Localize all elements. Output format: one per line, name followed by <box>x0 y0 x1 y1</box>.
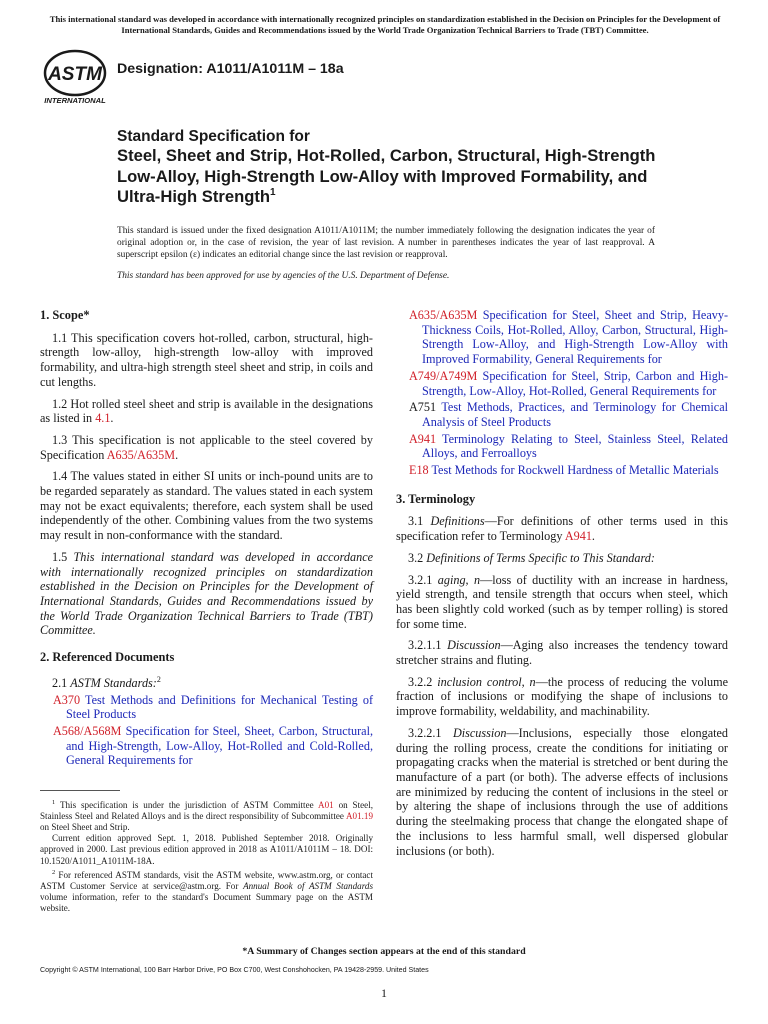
footnote-1 <box>40 797 373 833</box>
paragraph-1-1: 1.1 This specification covers hot-rolled, carbon, structural, high-strength low-alloy, high-strength low-alloy with improved formability, and ultra-high strength steel sheet and strip, in coils and cut lengths. <box>40 330 373 389</box>
fn2-text-a: For referenced ASTM standards, visit the ASTM website, www.astm.org, or contact ASTM Customer Service at service@astm.org. For <box>40 869 373 891</box>
p1-3-text: 1.3 This specification is not applicable to the steel covered by Specification <box>40 432 373 462</box>
designation: Designation: A1011/A1011M – 18a <box>117 61 344 77</box>
page-title <box>117 146 677 208</box>
p3-2-2-1-num: 3.2.2.1 <box>408 725 453 740</box>
fn1-num: 1 <box>52 799 56 806</box>
title-block <box>117 128 677 208</box>
ref-title[interactable]: Test Methods and Definitions for Mechanical Testing of Steel Products <box>66 692 373 722</box>
footnote-2 <box>40 867 373 914</box>
summary-note: *A Summary of Changes section appears at the end of this standard <box>242 946 526 957</box>
ref-code[interactable]: E18 <box>409 463 429 478</box>
p1-3-end: . <box>175 447 179 462</box>
p3-1-em: Definitions <box>430 514 485 529</box>
ref-title[interactable]: Test Methods for Rockwell Hardness of Metallic Materials <box>431 463 719 478</box>
p3-1-text: —For definitions of other terms used in this specification refer to Terminology <box>396 514 729 544</box>
ref-code[interactable]: A635/A635M <box>409 308 478 322</box>
paragraph-3-2 <box>396 551 728 566</box>
section-heading-terminology: 3. Terminology <box>396 491 476 506</box>
fn2-num: 2 <box>52 868 56 876</box>
paragraph-3-2-2 <box>396 675 728 719</box>
ref-title[interactable]: Terminology Relating to Steel, Stainless Steel, Related Alloys, and Ferroalloys <box>422 431 728 461</box>
footnote-rule <box>40 790 120 791</box>
p3-2-1-num: 3.2.1 <box>408 572 438 587</box>
ref-item[interactable] <box>40 724 373 768</box>
paragraph-3-2-2-1 <box>396 726 728 858</box>
fn1-text-c: on Steel Sheet and Strip. <box>40 822 130 833</box>
ref-title[interactable]: Specification for Steel, Sheet and Strip, Heavy-Thickness Coils, Hot-Rolled, Alloy, Carbon, Structural, High-Strength Low-Alloy, and High-Strength Low-Alloy with Improved Formability, General Requirements for <box>422 308 728 367</box>
page-number: 1 <box>381 986 387 1000</box>
left-column <box>40 308 373 770</box>
sub-label: ASTM Standards: <box>70 675 157 690</box>
astm-standards-label <box>40 673 373 691</box>
logo-text: ASTM <box>48 64 102 85</box>
paragraph-3-2-1-1 <box>396 638 728 667</box>
p3-1-end: . <box>591 529 595 544</box>
paragraph-1-2 <box>40 397 373 426</box>
footnotes <box>40 790 373 914</box>
p3-2-1-1-text: —Aging also increases the tendency toward stretcher strains and fluting. <box>396 638 729 668</box>
footnote-ref-2[interactable]: 2 <box>156 674 161 684</box>
issue-text: This standard is issued under the fixed designation A1011/A1011M; the number immediately following the designation indicates the year of original adoption or, in the case of revision, the year of last revision. A number in parentheses indicates the year of last reapproval. A superscript epsilon (ε) indicates an editorial change since the last revision or reapproval. <box>117 226 655 261</box>
p3-2-2-1-em: Discussion <box>452 725 507 740</box>
dod-approval: This standard has been approved for use by agencies of the U.S. Department of Defense. <box>117 270 450 281</box>
p1-5-text: This international standard was developed in accordance with internationally recognized principles on standardization established in the Decision on Principles for the Development of International Standards, Guides and Recommendations issued by the World Trade Organization Technical Barriers to Trade (TBT) Committee. <box>40 549 374 638</box>
ref-title[interactable]: Specification for Steel, Strip, Carbon and High-Strength, Low-Alloy, Hot-Rolled, General Requirements for <box>422 368 729 398</box>
link-a01-19[interactable]: A01.19 <box>345 811 373 822</box>
paragraph-3-1 <box>396 514 728 543</box>
p3-2-2-1-text: —Inclusions, especially those elongated during the rolling process, create the conditions for initiating or propagating cracks when the material is stretched or bent during the manufacture of a part (or both). The adverse effects of inclusions are minimized by reducing the content of inclusions in the steel or by altering the shape of inclusions through the use of additions during the steelmaking process that change the elongated shape of the inclusions to less harmful small, well dispersed globular inclusions (or both). <box>396 725 728 858</box>
p3-2-2-num: 3.2.2 <box>408 674 438 689</box>
p1-5-num: 1.5 <box>52 549 74 564</box>
ref-item[interactable] <box>396 463 728 478</box>
p3-2-2-text: —the process of reducing the volume fraction of inclusions or modifying the shape of inclusions to improve formability, weldability, and machinability. <box>396 674 728 719</box>
fn2-text-b: volume information, refer to the standard's Document Summary page on the ASTM website. <box>40 891 373 913</box>
ref-item[interactable] <box>396 369 728 398</box>
p3-1-num: 3.1 <box>408 514 431 529</box>
p3-2-1-text: —loss of ductility with an increase in hardness, yield strength, and tensile strength that occurs when steel, which has been slightly cold worked (such as by temper rolling) is stored for some time. <box>396 572 729 631</box>
top-note: This international standard was developed in accordance with internationally recognized principles on standardization established in the Decision on Principles for the Development of International Standards, Guides and Recommendations issued by the World Trade Organization Technical Barriers to Trade (TBT) Committee. <box>49 14 721 35</box>
copyright: Copyright © ASTM International, 100 Barr Harbor Drive, PO Box C700, West Conshohocken, PA 19428-2959. United States <box>40 966 429 974</box>
astm-logo <box>40 48 110 106</box>
ref-code[interactable]: A749/A749M <box>409 368 478 383</box>
link-4-1[interactable]: 4.1 <box>95 411 111 426</box>
section-heading-refdocs: 2. Referenced Documents <box>40 650 175 665</box>
p1-2-text: 1.2 Hot rolled steel sheet and strip is available in the designations as listed in <box>40 396 373 426</box>
p1-2-end: . <box>110 411 114 426</box>
right-column <box>396 308 728 865</box>
sub-num: 2.1 <box>52 675 71 690</box>
paragraph-1-4: 1.4 The values stated in either SI units or inch-pound units are to be regarded separately as standard. The values stated in each system may not be exact equivalents; therefore, each system shall be used independently of the other. Combining values from the two systems may result in non-conformance with the standard. <box>40 469 373 543</box>
ref-code[interactable]: A568/A568M <box>53 723 122 738</box>
fn1-text-a: This specification is under the jurisdiction of ASTM Committee <box>55 800 319 811</box>
paragraph-3-2-1 <box>396 573 728 632</box>
link-a01[interactable]: A01 <box>318 800 334 811</box>
paragraph-1-5 <box>40 550 373 638</box>
issuance-note <box>117 225 655 282</box>
ref-code[interactable]: A370 <box>53 692 81 707</box>
title-text: Steel, Sheet and Strip, Hot-Rolled, Carbon, Structural, High-Strength Low-Alloy, High-Strength Low-Alloy with Improved Formability, and Ultra-High Strength <box>117 146 656 207</box>
fn2-em: Annual Book of ASTM Standards <box>243 880 373 891</box>
ref-title[interactable]: Specification for Steel, Sheet, Carbon, Structural, and High-Strength, Low-Alloy, Hot-Rolled and Cold-Rolled, General Requirements for <box>66 723 374 768</box>
p3-2-num: 3.2 <box>408 550 427 565</box>
p3-2-1-em: aging, n <box>437 572 481 587</box>
section-heading-scope: 1. Scope* <box>40 308 90 322</box>
ref-title[interactable]: Test Methods, Practices, and Terminology for Chemical Analysis of Steel Products <box>422 400 728 429</box>
link-a635[interactable]: A635/A635M <box>106 447 176 462</box>
p3-2-em: Definitions of Terms Specific to This Standard: <box>426 550 655 565</box>
p3-2-1-1-em: Discussion <box>447 638 501 653</box>
paragraph-1-3 <box>40 433 373 462</box>
ref-item[interactable] <box>396 432 728 461</box>
fn1-text-b: on Steel, Stainless Steel and Related Alloys and is the direct responsibility of Subcommittee <box>40 800 373 822</box>
ref-item[interactable] <box>396 308 728 367</box>
title-footnote-ref[interactable]: 1 <box>270 187 276 199</box>
ref-code[interactable]: A941 <box>409 431 437 446</box>
p3-2-2-em: inclusion control, n <box>437 674 536 689</box>
footnote-1-edition: Current edition approved Sept. 1, 2018. Published September 2018. Originally approved in 2000. Last previous edition approved in 2018 as A1011/A1011M – 18. DOI: 10.1520/A1011_A1011M-18A. <box>40 833 373 866</box>
link-a941[interactable]: A941 <box>564 529 592 544</box>
title-pre: Standard Specification for <box>117 128 310 145</box>
ref-item[interactable] <box>396 400 728 429</box>
p3-2-1-1-num: 3.2.1.1 <box>408 638 448 653</box>
logo-subtext: INTERNATIONAL <box>44 96 106 105</box>
ref-code[interactable]: A751 <box>409 400 437 415</box>
ref-item[interactable] <box>40 693 373 722</box>
